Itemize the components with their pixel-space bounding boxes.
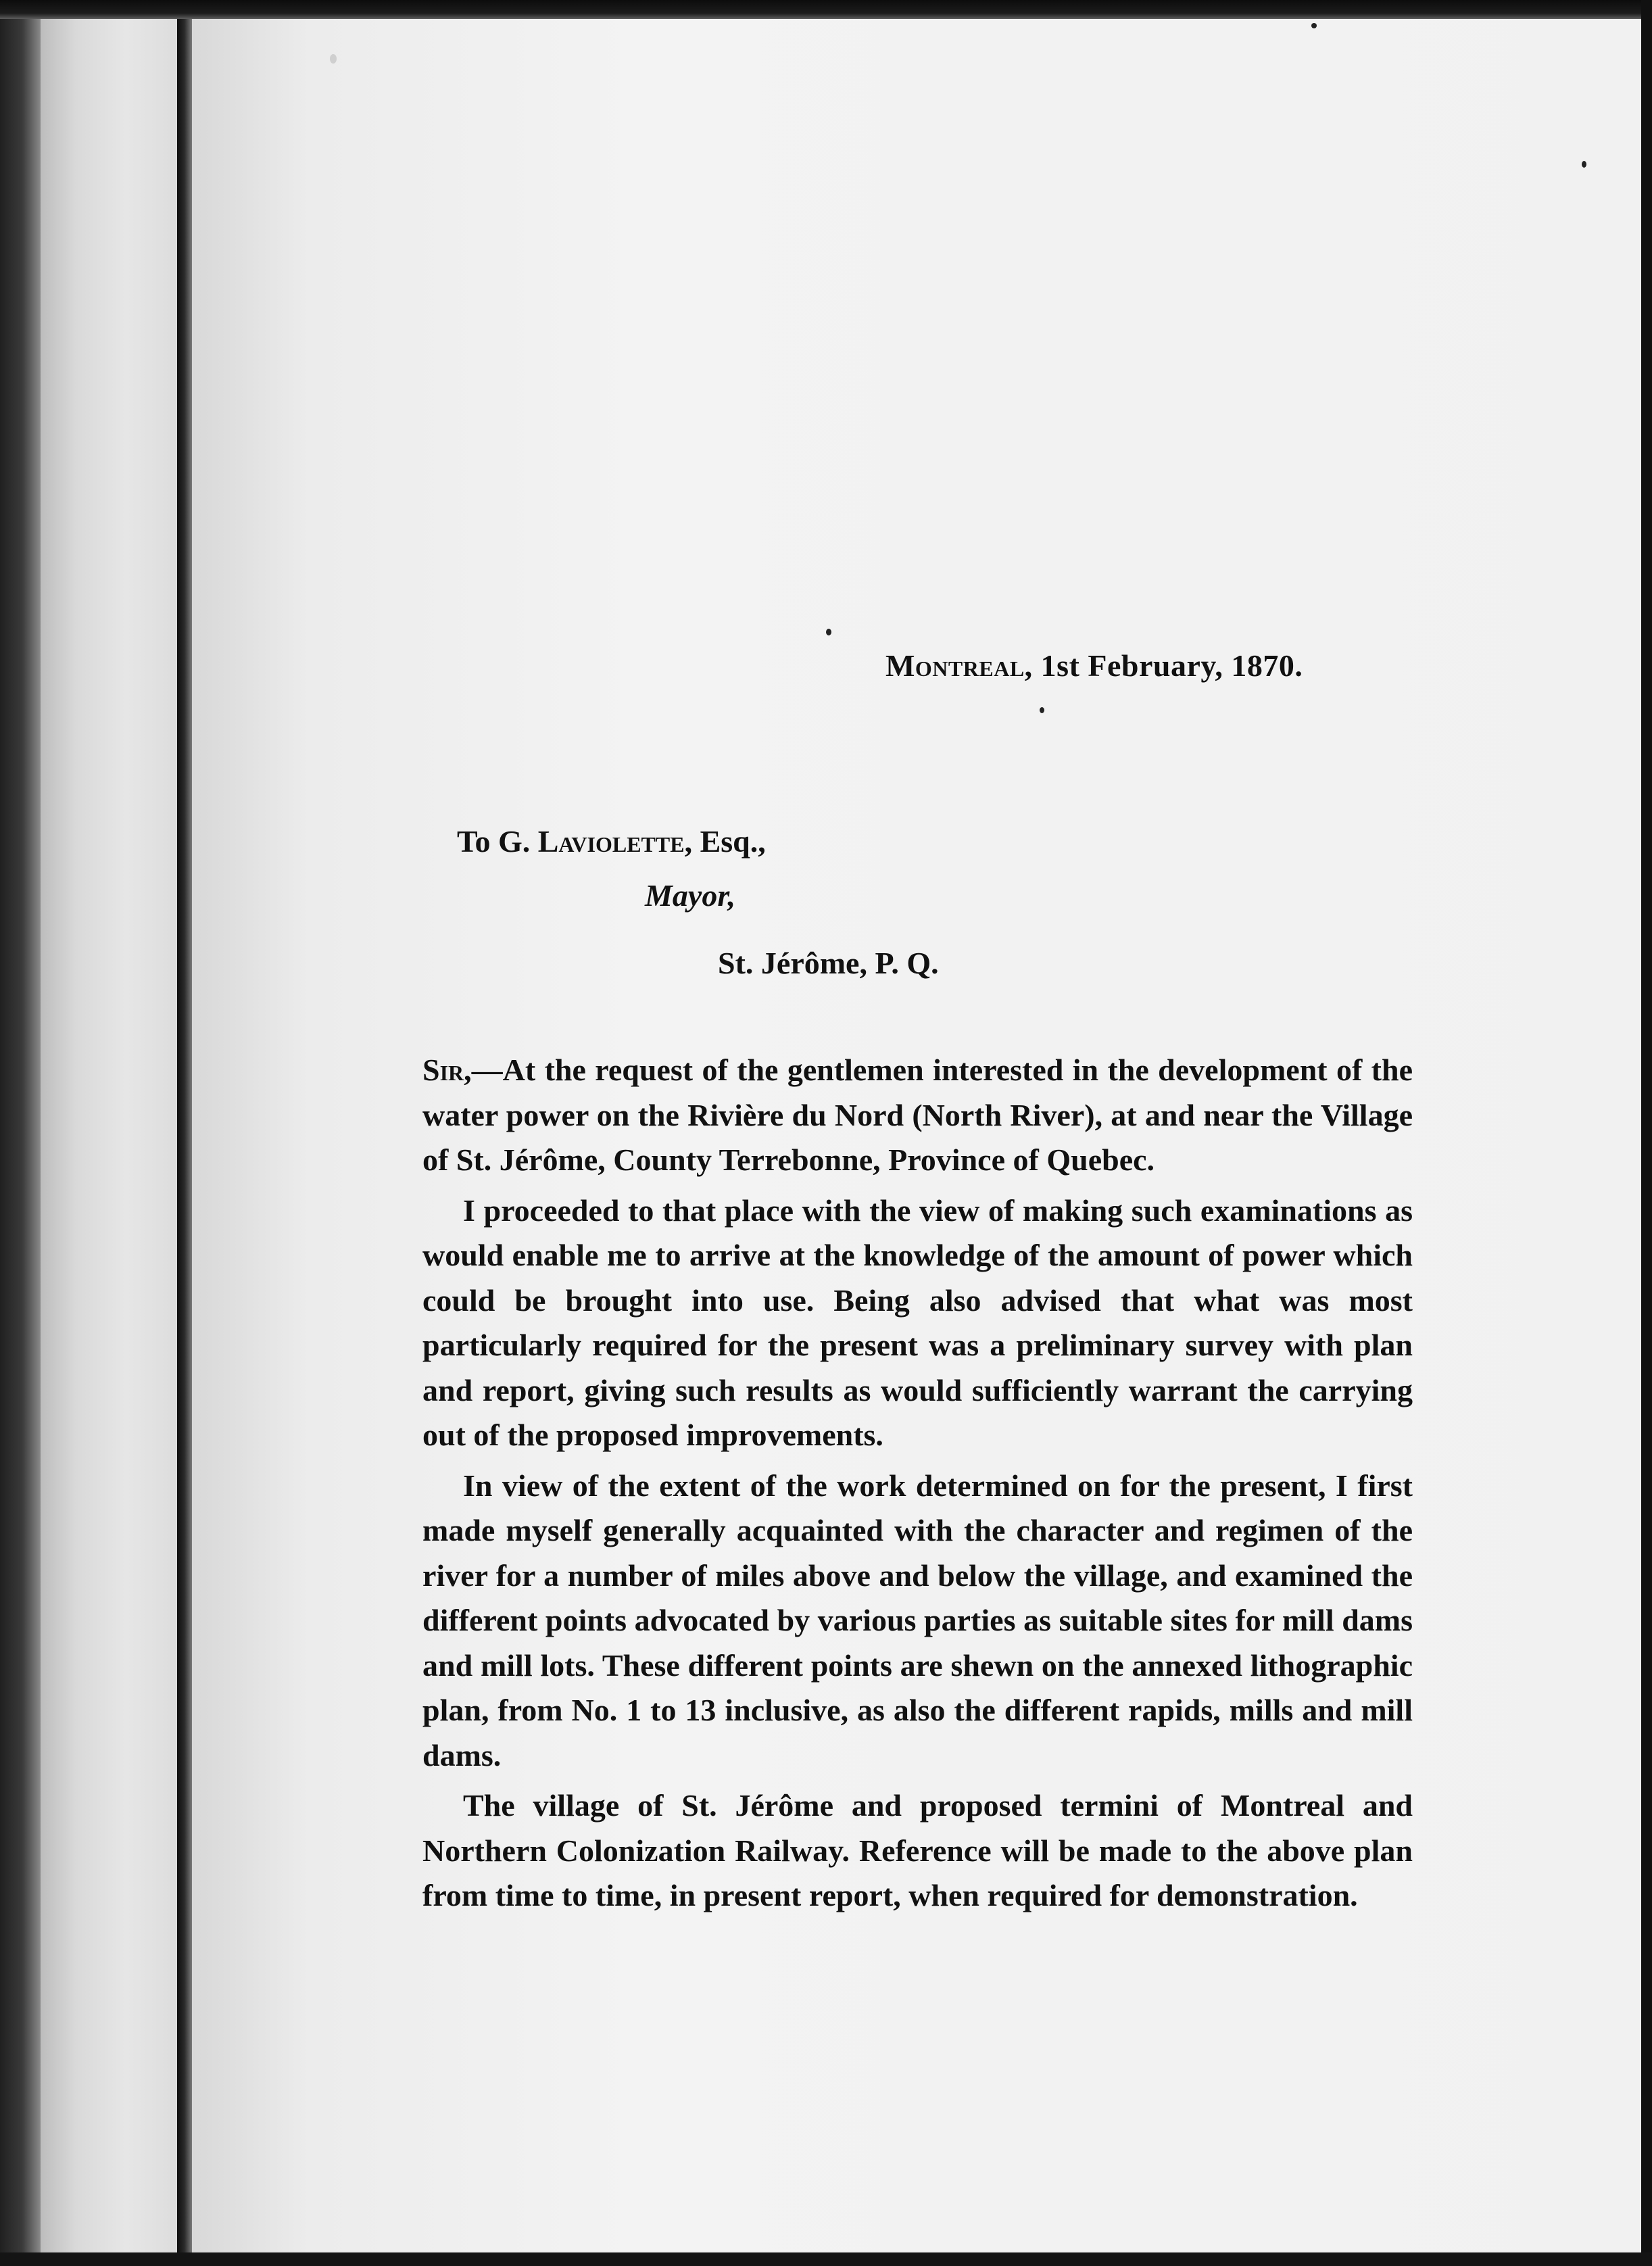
binding-shadow [177, 0, 192, 2266]
scan-bottom-edge [0, 2252, 1652, 2266]
paragraph-1-text: —At the request of the gentlemen interested in the development of the water power on the Rivière du Nord (North River), at and near the Village of St. Jérôme, County Terrebonne, Province of Quebec. [422, 1053, 1413, 1177]
ink-speck [330, 54, 337, 64]
binding-strip [41, 0, 183, 2266]
scan-left-edge [0, 0, 41, 2266]
ink-speck [826, 629, 831, 635]
addressee-suffix: Esq., [692, 824, 766, 859]
addressee-name: Laviolette, [537, 824, 693, 859]
salutation: Sir, [422, 1053, 472, 1087]
ink-speck [1040, 707, 1044, 713]
dateline-city: Montreal, [885, 648, 1033, 683]
paragraph-3: In view of the extent of the work determined on for the present, I first made myself generally acquainted with the character and regimen of the river for a number of miles above and below the village, and examined the different points advocated by various parties as suitable sites for mill dams and mill lots. These different points are shewn on the annexed lithographic plan, from No. 1 to 13 inclusive, as also the different rapids, mills and mill dams. [422, 1468, 1413, 1773]
addressee-prefix: To G. [457, 824, 538, 859]
addressee-location: St. Jérôme, P. Q. [718, 946, 939, 980]
addressee-title: Mayor, [645, 878, 736, 913]
dateline [885, 648, 1303, 683]
paragraph-1 [422, 1048, 1413, 1183]
dateline-date: 1st February, 1870. [1032, 648, 1303, 683]
letter-body [422, 1048, 1413, 1919]
scan-right-edge [1641, 0, 1652, 2266]
scan-top-edge [0, 0, 1652, 19]
addressee-line [457, 823, 766, 859]
ink-speck [1582, 161, 1586, 168]
paragraph-4: The village of St. Jérôme and proposed termini of Montreal and Northern Colonization Railway. Reference will be made to the above plan from time to time, in present report, when required for demonstration. [422, 1788, 1413, 1912]
ink-speck [1311, 23, 1317, 28]
paragraph-2: I proceeded to that place with the view of making such examinations as would enable me to arrive at the knowledge of the amount of power which could be brought into use. Being also advised that what was most particularly required for the present was a preliminary survey with plan and report, giving such results as would sufficiently warrant the carrying out of the proposed improvements. [422, 1192, 1413, 1452]
